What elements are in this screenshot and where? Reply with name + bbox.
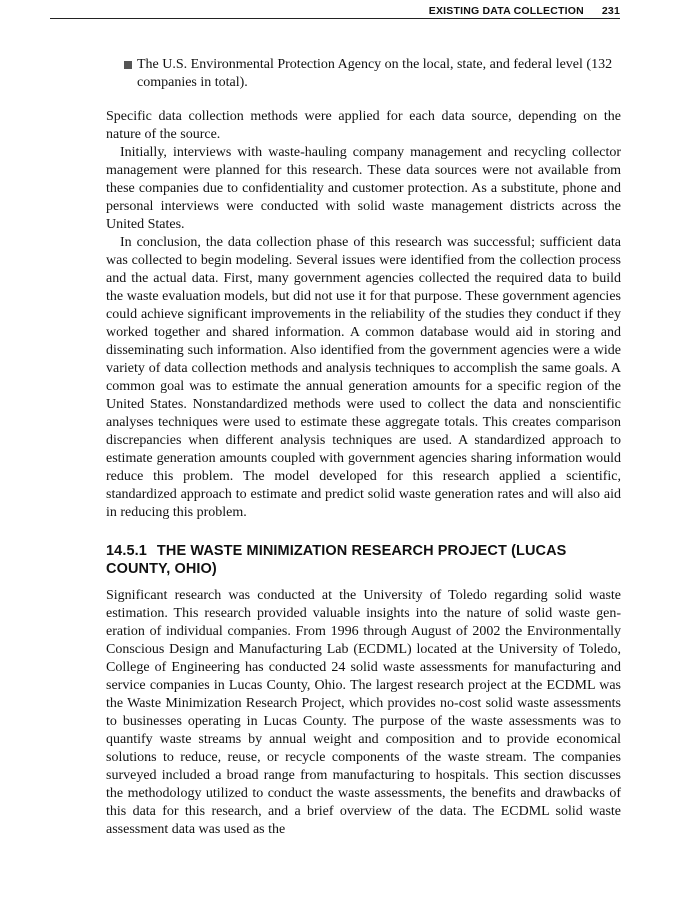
square-bullet-icon xyxy=(124,61,132,69)
paragraph-conclusion: In conclusion, the data collection phase of this research was successful; sufficient data was collected to begin modeling. Several issues were identified from the collection process and the actual data. First, many government agencies collected the required data to build the waste evaluation models, but did not use it for that purpose. These government agencies could achieve significant improvements in the reliability of the studies they conduct if they worked together and shared information. A common database would aid in storing and disseminating such information. Also identified from the government agencies were a wide variety of data collection methods and analysis techniques to accomplish the same goals. A common goal was to estimate the annual generation amounts for a specific region of the United States. Nonstandardized methods were used to collect the data and nonscientific analyses techniques were used to estimate these aggregate totals. This creates comparison discrepancies when different analysis techniques are used. A standardized approach to estimate generation amounts coupled with government agencies sharing information would reduce this problem. The model developed for this research applied a scientific, standardized approach to estimate and predict solid waste generation rates and will also aid in reducing this problem. xyxy=(106,235,621,520)
page-number: 231 xyxy=(601,5,620,17)
section-number: 14.5.1 xyxy=(106,543,147,559)
bullet-text: The U.S. Environmental Protection Agency on the local, state, and federal level (132 companies in total). xyxy=(137,57,613,90)
running-header xyxy=(50,4,620,19)
running-title: EXISTING DATA COLLECTION xyxy=(428,5,584,17)
paragraph-interviews: Initially, interviews with waste-hauling company management and recycling collector management were planned for this research. These data sources were not available from these companies due to confidentiality and customer protection. As a substitute, phone and personal interviews were conducted with solid waste management districts across the United States. xyxy=(106,145,621,232)
section-heading xyxy=(106,542,621,578)
page-body xyxy=(106,56,621,839)
section-title: THE WASTE MINIMIZATION RESEARCH PROJECT (LUCAS COUNTY, OHIO) xyxy=(106,543,567,577)
paragraph-data-methods: Specific data collection methods were applied for each data source, depending on the nature of the source. xyxy=(106,109,621,142)
bullet-item xyxy=(106,56,621,92)
paragraph-waste-minimization: Significant research was conducted at the University of Toledo regarding solid waste estimation. This research provided valuable insights into the nature of solid waste generation of individual companies. From 1996 through August of 2002 the Environmentally Conscious Design and Manufacturing Lab (ECDML) located at the University of Toledo, College of Engineering has conducted 24 solid waste assessments for manufacturing and service companies in Lucas County, Ohio. The largest research project at the ECDML was the Waste Minimization Research Project, which provides no-cost solid waste assessments to businesses operating in Lucas County. The purpose of the waste assessments was to quantify waste streams by annual weight and composition and to provide economical solutions to reduce, reuse, or recycle components of the waste stream. The companies surveyed included a broad range from manufacturing to hospitals. This section discusses the methodology utilized to conduct the waste assessments, the benefits and drawbacks of this data for this research, and a brief overview of the data. The ECDML solid waste assessment data was used as the xyxy=(106,588,621,837)
